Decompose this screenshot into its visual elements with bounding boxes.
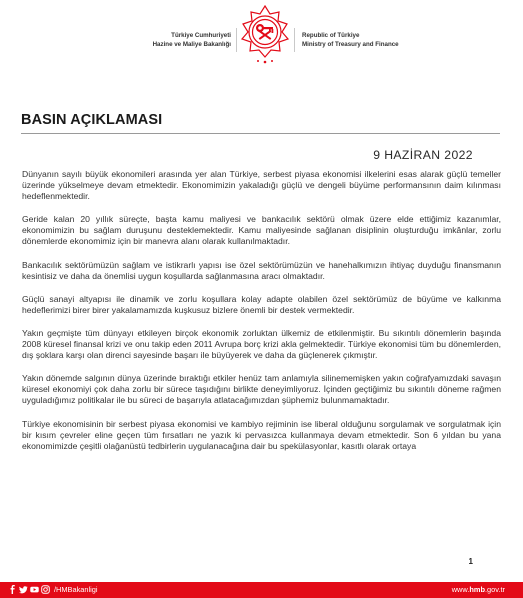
paragraph-1: Dünyanın sayılı büyük ekonomileri arasında yer alan Türkiye, serbest piyasa ekonomisi ilkelerini esas alarak güçlü temeller üzerinde yükselmeye devam etmektedir. Ekonomimizin yakaladığı güçlü ve dengeli büyüme performansının daim kılınması hedeflenmektedir.	[22, 169, 501, 202]
header-divider-right	[294, 28, 295, 52]
footer-bar	[0, 582, 523, 598]
letterhead	[0, 0, 523, 92]
document-body	[22, 169, 501, 464]
website-link[interactable]	[452, 585, 505, 594]
org-tr-line1: Türkiye Cumhuriyeti	[171, 32, 231, 39]
title-divider	[21, 133, 500, 134]
website-prefix: www.	[451, 585, 470, 594]
paragraph-6: Yakın dönemde salgının dünya üzerinde bıraktığı etkiler henüz tam anlamıyla silinememişken yakın coğrafyamızdaki savaşın küresel ekonomiyi çok daha zorlu bir sürece taşıdığını birlikte deneyimliyoruz. İçinden geçtiğimiz bu sıkıntılı döneme rağmen uyguladığımız politikalar ile bu süreci de başarıyla atlatacağımızdan şüphemiz bulunmamaktadır.	[22, 373, 501, 406]
document-title: BASIN AÇIKLAMASI	[21, 112, 163, 128]
document-date: 9 HAZİRAN 2022	[373, 148, 473, 162]
website-suffix: .gov.tr	[485, 585, 505, 594]
twitter-icon[interactable]	[19, 585, 28, 594]
org-en-line2: Ministry of Treasury and Finance	[302, 41, 399, 48]
facebook-icon[interactable]	[8, 585, 17, 594]
social-handle[interactable]: /HMBakanligi	[54, 585, 98, 594]
org-name-turkish	[71, 31, 231, 49]
org-tr-line2: Hazine ve Maliye Bakanlığı	[152, 41, 231, 48]
website-domain: hmb	[469, 585, 485, 594]
org-en-line1: Republic of Türkiye	[302, 32, 360, 39]
social-links	[8, 585, 98, 594]
org-name-english	[302, 31, 462, 49]
youtube-icon[interactable]	[30, 585, 39, 594]
instagram-icon[interactable]	[41, 585, 50, 594]
paragraph-4: Güçlü sanayi altyapısı ile dinamik ve zorlu koşullara kolay adapte olabilen özel sektörümüz de büyüme ve kalkınma hedeflerimizi birer birer yakalamamızda kuşkusuz bizlere önemli bir destek vermektedir.	[22, 293, 501, 315]
paragraph-5: Yakın geçmişte tüm dünyayı etkileyen birçok ekonomik zorluktan ülkemiz de etkilenmiştir. Bu sıkıntılı dönemlerin başında 2008 küresel finansal krizi ve onu takip eden 2011 Avrupa borç krizi akla gelmektedir. Türkiye ekonomisi tüm bu dönemlerden, dış şoklara karşı olan direnci sayesinde başarı ile büyüyerek ve daha da güçlenerek çıkmıştır.	[22, 327, 501, 361]
paragraph-3: Bankacılık sektörümüzün sağlam ve istikrarlı yapısı ise özel sektörümüzün ve hanehalkımızın ihtiyaç duyduğu finansmanın kesintisiz ve daha da önemlisi uygun koşullarda sağlanmasına aracı olmaktadır.	[22, 259, 501, 281]
ministry-emblem-icon	[236, 4, 294, 66]
paragraph-7: Türkiye ekonomisinin bir serbest piyasa ekonomisi ve kambiyo rejiminin ise liberal olduğunu sorgulamak ve sorgulatmak için bir kısım çevreler eline geçen tüm fırsatları ne yazık ki pervasızca kullanmaya devam etmektedir. Son 6 yıldan bu yana ekonomimizde çeşitli olağanüstü tedbirlerin uygulanacağına dair bu spekülasyonlar, kasıtlı olarak ortaya	[22, 418, 501, 451]
page-number: 1	[468, 557, 473, 566]
paragraph-2: Geride kalan 20 yıllık süreçte, başta kamu maliyesi ve bankacılık sektörü olmak üzere elde ettiğimiz kazanımlar, ekonomimizin bu sağlam duruşunu desteklemektedir. Kamu maliyesinde sağlanan disiplinin oluşturduğu imkânlar, zorlu dönemlerde ekonomimiz için bir manevra alanı olarak kullanılmaktadır.	[22, 214, 501, 247]
